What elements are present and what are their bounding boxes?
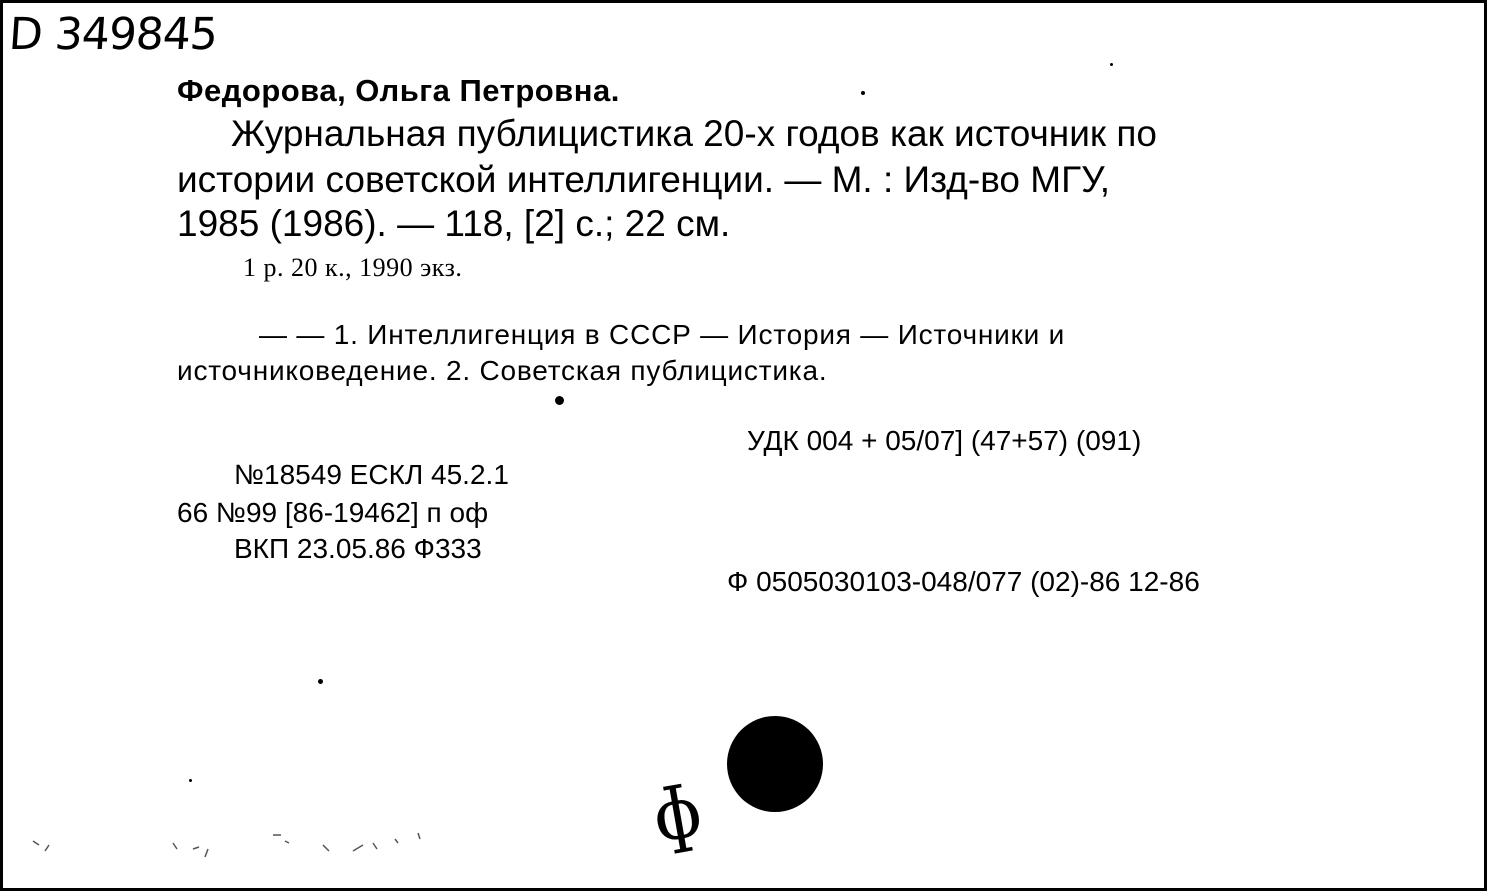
ink-speck xyxy=(318,679,323,684)
handwritten-mark: ɸ xyxy=(646,769,709,859)
author-heading: Федорова, Ольга Петровна. xyxy=(177,73,620,108)
price-edition-line: 1 р. 20 к., 1990 экз. xyxy=(243,253,463,282)
ink-speck xyxy=(1110,63,1113,66)
ink-speck xyxy=(861,91,865,95)
faint-scratches xyxy=(23,821,443,871)
ink-dot xyxy=(555,396,564,405)
ink-speck xyxy=(189,779,192,782)
punched-hole-mark xyxy=(727,716,823,812)
title-line-2: истории советской интеллигенции. — М. : Изд-во МГУ, xyxy=(177,159,1111,200)
registry-line-1: №18549 ЕСКЛ 45.2.1 xyxy=(234,459,509,490)
classification-code: Ф 0505030103-048/077 (02)-86 12-86 xyxy=(727,566,1200,597)
udk-code: УДК 004 + 05/07] (47+57) (091) xyxy=(747,425,1142,456)
title-line-3: 1985 (1986). — 118, [2] с.; 22 см. xyxy=(177,203,731,244)
registry-line-2: 66 №99 [86-19462] п оф xyxy=(177,497,489,528)
inventory-number: D 349845 xyxy=(7,9,219,60)
subject-line-2: источниковедение. 2. Советская публицистика. xyxy=(177,355,828,386)
registry-line-3: ВКП 23.05.86 Ф333 xyxy=(234,533,482,564)
subject-line-1: — — 1. Интеллигенция в СССР — История — Источники и xyxy=(259,319,1066,350)
title-line-1: Журнальная публицистика 20-х годов как источник по xyxy=(231,113,1157,154)
